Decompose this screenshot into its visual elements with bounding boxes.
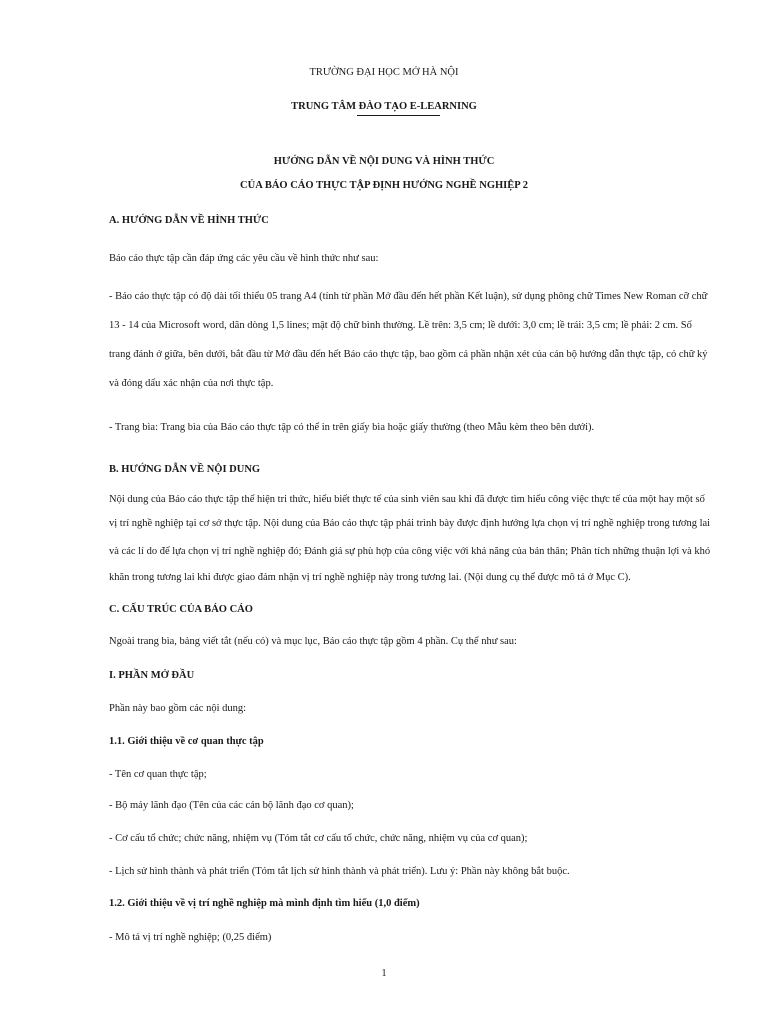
center-name: TRUNG TÂM ĐÀO TẠO E-LEARNING: [291, 101, 477, 112]
list-item: - Cơ cấu tổ chức; chức năng, nhiệm vụ (Tóm tắt cơ cấu tổ chức, chức năng, nhiệm vụ của cơ quan);: [109, 833, 528, 844]
title-line-1: HƯỚNG DẪN VỀ NỘI DUNG VÀ HÌNH THỨC: [273, 156, 495, 167]
list-item: - Mô tả vị trí nghề nghiệp; (0,25 điểm): [109, 932, 272, 943]
section-a-para1-line: trang đánh ở giữa, bên dưới, bắt đầu từ Mở đầu đến hết Báo cáo thực tập, bao gồm cả phần nhận xét của cán bộ hướng dẫn thực tập, có chữ ký: [109, 349, 708, 360]
section-b-heading: B. HƯỚNG DẪN VỀ NỘI DUNG: [109, 464, 261, 475]
page-number: 1: [381, 968, 387, 979]
section-b-para-line: khăn trong tương lai khi được giao đảm nhận vị trí nghề nghiệp này trong tương lai. (Nội dung cụ thể được mô tả ở Mục C).: [109, 572, 631, 583]
subsection-1-2-heading: 1.2. Giới thiệu về vị trí nghề nghiệp mà mình định tìm hiểu (1,0 điểm): [109, 898, 420, 909]
section-c-heading: C. CẤU TRÚC CỦA BÁO CÁO: [109, 604, 253, 615]
section-a-para2: - Trang bìa: Trang bìa của Báo cáo thực tập có thể in trên giấy bìa hoặc giấy thường (theo Mẫu kèm theo bên dưới).: [109, 422, 595, 433]
section-b-para-line: và các lí do để lựa chọn vị trí nghề nghiệp đó; Đánh giá sự phù hợp của công việc với khả năng của bản thân; Phân tích những thuận lợi và khó: [109, 546, 711, 557]
section-a-para1-line: 13 - 14 của Microsoft word, dãn dòng 1,5 lines; mật độ chữ bình thường. Lề trên: 3,5 cm; lề dưới: 3,0 cm; lề trái: 3,5 cm; lề phải: 2 cm. Số: [109, 320, 692, 331]
section-a-para1-line: và đóng dấu xác nhận của nơi thực tập.: [109, 378, 274, 389]
section-c-intro: Ngoài trang bìa, bảng viết tắt (nếu có) và mục lục, Báo cáo thực tập gồm 4 phần. Cụ thể như sau:: [109, 636, 517, 647]
section-a-heading: A. HƯỚNG DẪN VỀ HÌNH THỨC: [109, 215, 269, 226]
section-b-para-line: vị trí nghề nghiệp tại cơ sở thực tập. Nội dung của Báo cáo thực tập phải trình bày được định hướng lựa chọn vị trí nghề nghiệp trong tương lai: [109, 518, 711, 529]
section-b-para-line: Nội dung của Báo cáo thực tập thể hiện tri thức, hiểu biết thực tế của sinh viên sau khi đã được tìm hiểu công việc thực tế của một hay một số: [109, 494, 705, 505]
university-name: TRƯỜNG ĐẠI HỌC MỞ HÀ NỘI: [309, 67, 459, 78]
list-item: - Tên cơ quan thực tập;: [109, 769, 207, 780]
list-item: - Lịch sử hình thành và phát triển (Tóm tắt lịch sử hình thành và phát triển). Lưu ý: Phần này không bắt buộc.: [109, 866, 570, 877]
section-a-intro: Báo cáo thực tập cần đáp ứng các yêu cầu về hình thức như sau:: [109, 253, 379, 264]
list-item: - Bộ máy lãnh đạo (Tên của các cán bộ lãnh đạo cơ quan);: [109, 800, 354, 811]
part-1-heading: I. PHẦN MỞ ĐẦU: [109, 670, 195, 681]
part-1-intro: Phần này bao gồm các nội dung:: [109, 703, 247, 714]
subsection-1-1-heading: 1.1. Giới thiệu về cơ quan thực tập: [109, 736, 264, 747]
section-a-para1-line: - Báo cáo thực tập có độ dài tối thiểu 05 trang A4 (tính từ phần Mở đầu đến hết phần Kết luận), sử dụng phông chữ Times New Roman cỡ chữ: [109, 291, 708, 302]
center-underline: [357, 115, 440, 116]
title-line-2: CỦA BÁO CÁO THỰC TẬP ĐỊNH HƯỚNG NGHỀ NGHIỆP 2: [240, 180, 528, 191]
